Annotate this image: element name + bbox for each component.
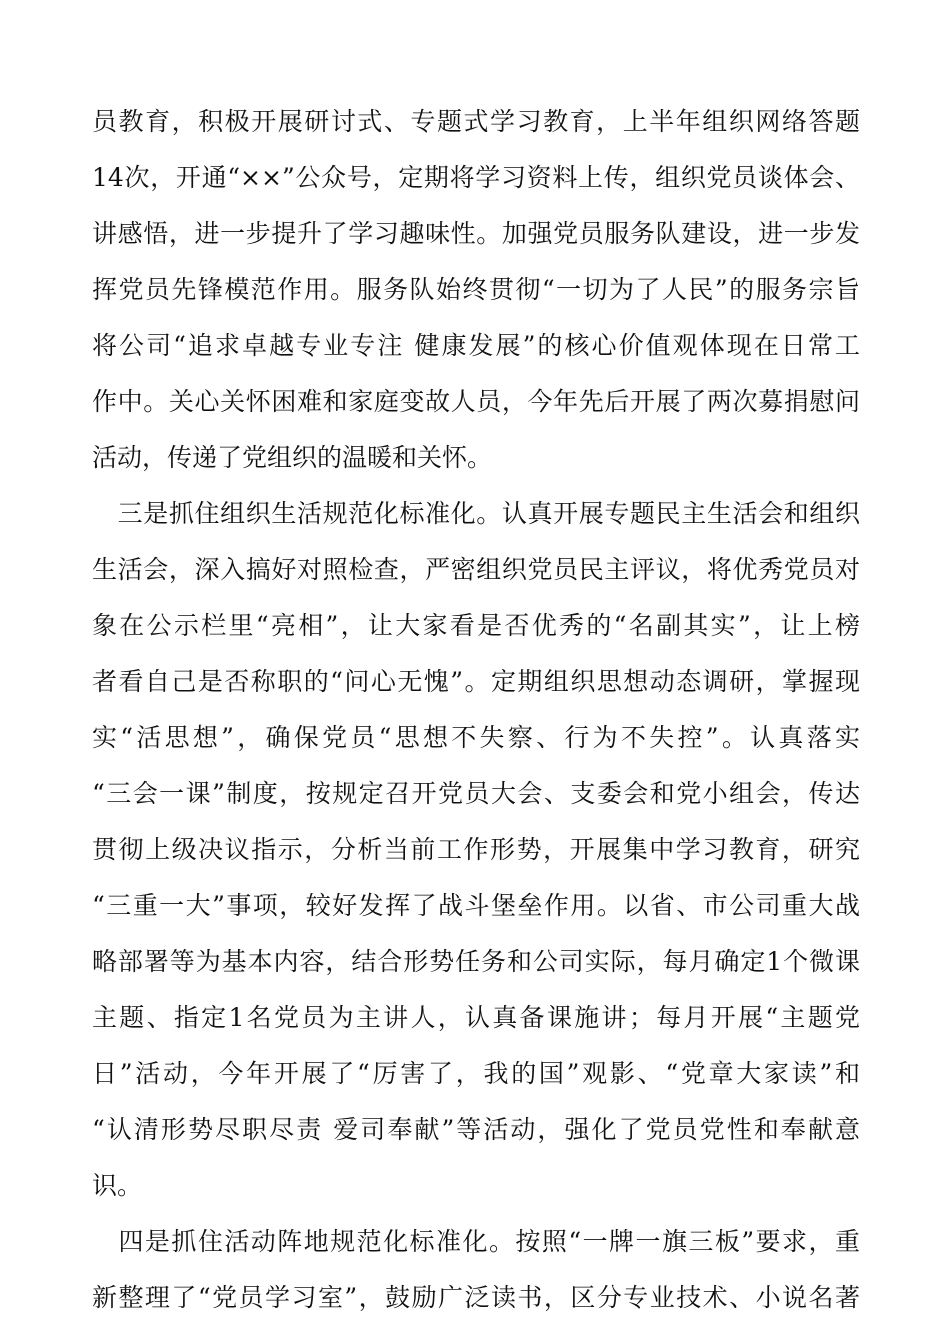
text-line: 将公司“追求卓越专业专注 健康发展”的核心价值观体现在日常工: [92, 331, 860, 360]
text-line: “认清形势尽职尽责 爱司奉献”等活动，强化了党员党性和奉献意: [92, 1115, 860, 1144]
text-line: 生活会，深入搞好对照检查，严密组织党员民主评议，将优秀党员对: [92, 555, 860, 584]
text-line: “三会一课”制度，按规定召开党员大会、支委会和党小组会，传达: [92, 779, 860, 808]
document-page: [92, 94, 860, 1326]
text-line: 识。: [92, 1171, 143, 1200]
text-line: 贯彻上级决议指示，分析当前工作形势，开展集中学习教育，研究: [92, 835, 860, 864]
text-line: 新整理了“党员学习室”，鼓励广泛读书，区分专业技术、小说名著: [92, 1283, 860, 1312]
text-line: 实“活思想”，确保党员“思想不失察、行为不失控”。认真落实: [92, 723, 860, 752]
text-line: 日”活动，今年开展了“厉害了，我的国”观影、“党章大家读”和: [92, 1059, 860, 1088]
text-line: 员教育，积极开展研讨式、专题式学习教育，上半年组织网络答题: [92, 107, 860, 136]
text-line: 活动，传递了党组织的温暖和关怀。: [92, 443, 493, 472]
text-line: 挥党员先锋模范作用。服务队始终贯彻“一切为了人民”的服务宗旨: [92, 275, 860, 304]
text-line: 主题、指定1名党员为主讲人，认真备课施讲；每月开展“主题党: [92, 1003, 860, 1032]
text-line: 14次，开通“××”公众号，定期将学习资料上传，组织党员谈体会、: [92, 163, 860, 192]
text-line: 讲感悟，进一步提升了学习趣味性。加强党员服务队建设，进一步发: [92, 219, 860, 248]
text-line: 三是抓住组织生活规范化标准化。认真开展专题民主生活会和组织: [92, 499, 860, 528]
text-line: “三重一大”事项，较好发挥了战斗堡垒作用。以省、市公司重大战: [92, 891, 860, 920]
text-line: 略部署等为基本内容，结合形势任务和公司实际，每月确定1个微课: [92, 947, 860, 976]
text-line: 四是抓住活动阵地规范化标准化。按照“一牌一旗三板”要求，重: [92, 1227, 860, 1256]
text-line: 者看自己是否称职的“问心无愧”。定期组织思想动态调研，掌握现: [92, 667, 860, 696]
text-line: 作中。关心关怀困难和家庭变故人员，今年先后开展了两次募捐慰问: [92, 387, 860, 416]
text-line: 象在公示栏里“亮相”，让大家看是否优秀的“名副其实”，让上榜: [92, 611, 860, 640]
